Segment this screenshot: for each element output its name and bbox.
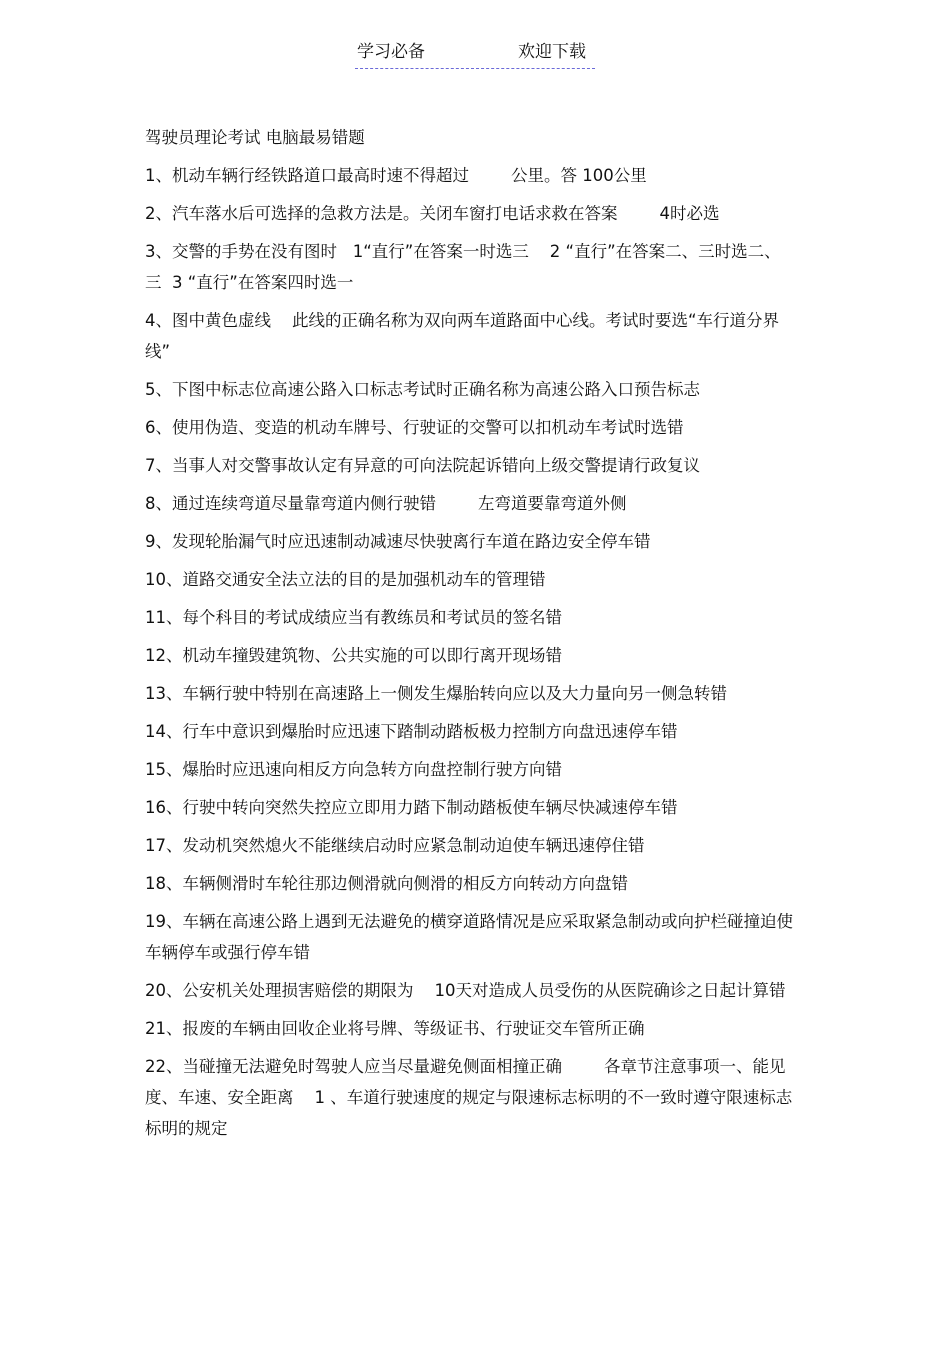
question-item: 4、图中黄色虚线 此线的正确名称为双向两车道路面中心线。考试时要选“车行道分界线”: [145, 311, 780, 361]
question-item: 10、道路交通安全法立法的目的是加强机动车的管理错: [145, 570, 546, 589]
question-item: 9、发现轮胎漏气时应迅速制动减速尽快驶离行车道在路边安全停车错: [145, 532, 651, 551]
question-item: 19、车辆在高速公路上遇到无法避免的横穿道路情况是应采取紧急制动或向护栏碰撞迫使车辆停车或强行停车错: [145, 912, 793, 962]
question-item: 2、汽车落水后可选择的急救方法是。关闭车窗打电话求救在答案 4时必选: [145, 204, 720, 223]
question-item: 7、当事人对交警事故认定有异意的可向法院起诉错向上级交警提请行政复议: [145, 456, 700, 475]
question-item: 5、下图中标志位高速公路入口标志考试时正确名称为高速公路入口预告标志: [145, 380, 700, 399]
header-right-text: 欢迎下载: [518, 42, 586, 62]
question-item: 18、车辆侧滑时车轮往那边侧滑就向侧滑的相反方向转动方向盘错: [145, 874, 628, 893]
question-item: 13、车辆行驶中特别在高速路上一侧发生爆胎转向应以及大力量向另一侧急转错: [145, 684, 727, 703]
question-item: 14、行车中意识到爆胎时应迅速下踏制动踏板极力控制方向盘迅速停车错: [145, 722, 678, 741]
header-left-text: 学习必备: [357, 42, 425, 62]
question-item: 11、每个科目的考试成绩应当有教练员和考试员的签名错: [145, 608, 562, 627]
document-body: [145, 122, 795, 1151]
question-item: 17、发动机突然熄火不能继续启动时应紧急制动迫使车辆迅速停住错: [145, 836, 645, 855]
question-item: 20、公安机关处理损害赔偿的期限为 10天对造成人员受伤的从医院确诊之日起计算错: [145, 981, 786, 1000]
question-item: 6、使用伪造、变造的机动车牌号、行驶证的交警可以扣机动车考试时选错: [145, 418, 684, 437]
question-item: 22、当碰撞无法避免时驾驶人应当尽量避免侧面相撞正确 各章节注意事项一、能见度、车速、安全距离 1 、车道行驶速度的规定与限速标志标明的不一致时遵守限速标志标明的规定: [145, 1057, 793, 1138]
question-item: 16、行驶中转向突然失控应立即用力踏下制动踏板使车辆尽快减速停车错: [145, 798, 678, 817]
document-title: 驾驶员理论考试 电脑最易错题: [145, 128, 365, 147]
question-item: 15、爆胎时应迅速向相反方向急转方向盘控制行驶方向错: [145, 760, 562, 779]
question-item: 1、机动车辆行经铁路道口最高时速不得超过 公里。答 100公里: [145, 166, 647, 185]
question-item: 21、报废的车辆由回收企业将号牌、等级证书、行驶证交车管所正确: [145, 1019, 645, 1038]
question-item: 8、通过连续弯道尽量靠弯道内侧行驶错 左弯道要靠弯道外侧: [145, 494, 627, 513]
question-item: 3、交警的手势在没有图时 1“直行”在答案一时选三 2 “直行”在答案二、三时选二、三 3 “直行”在答案四时选一: [145, 242, 781, 292]
question-item: 12、机动车撞毁建筑物、公共实施的可以即行离开现场错: [145, 646, 562, 665]
page-header: [355, 40, 595, 69]
